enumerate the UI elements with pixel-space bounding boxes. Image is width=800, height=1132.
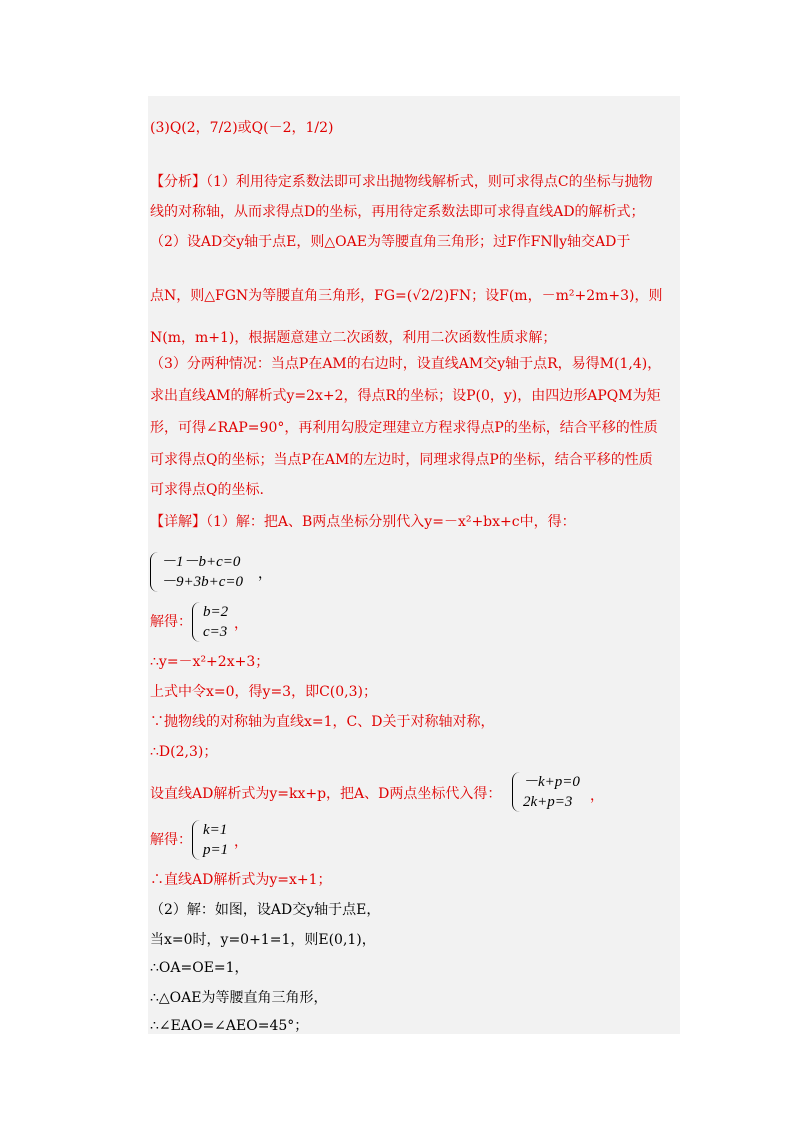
- system-2-row-1: b=2: [203, 604, 229, 620]
- system-1-trail: ，: [258, 566, 272, 582]
- solve-label-2: 解得：: [150, 832, 192, 848]
- part2-line-3: ∴OA=OE=1，: [150, 960, 249, 976]
- analysis-line-8: 形，可得∠RAP=90°，再利用勾股定理建立方程求得点P的坐标，结合平移的性质: [150, 420, 658, 436]
- analysis-line-2: 线的对称轴，从而求得点D的坐标，再用待定系数法即可求得直线AD的解析式；: [150, 204, 645, 220]
- system-3-row-1: －k+p=0: [523, 774, 580, 790]
- detail-line-6: 设直线AD解析式为y=kx+p，把A、D两点坐标代入得：: [150, 786, 502, 802]
- detail-line-3: 上式中令x=0，得y=3，即C(0,3)；: [150, 684, 377, 700]
- detail-line-1: 【详解】（1）解：把A、B两点坐标分别代入y=－x²+bx+c中，得：: [150, 514, 576, 530]
- system-4-row-2: p=1: [203, 842, 229, 858]
- analysis-line-3: （2）设AD交y轴于点E，则△OAE为等腰直角三角形；过F作FN∥y轴交AD于: [150, 234, 631, 250]
- detail-line-5: ∴D(2,3)；: [150, 744, 218, 760]
- part2-line-5: ∴∠EAO=∠AEO=45°；: [150, 1018, 309, 1034]
- analysis-line-4: 点N，则△FGN为等腰直角三角形，FG=(√2/2)FN；设F(m，－m²+2m+3)，则: [150, 288, 663, 304]
- detail-line-4: ∵抛物线的对称轴为直线x=1，C、D关于对称轴对称，: [150, 714, 495, 730]
- system-2-row-2: c=3: [203, 624, 228, 640]
- analysis-line-9: 可求得点Q的坐标；当点P在AM的左边时，同理求得点P的坐标，结合平移的性质: [150, 452, 653, 468]
- system-1-row-1: －1－b+c=0: [161, 554, 241, 570]
- solve-label-1: 解得：: [150, 614, 192, 630]
- equation-system-2: [192, 602, 228, 642]
- equation-system-4: [192, 820, 228, 860]
- equation-system-3: [512, 772, 580, 812]
- part2-line-1: （2）解：如图，设AD交y轴于点E，: [150, 902, 381, 918]
- system-4-row-1: k=1: [203, 822, 228, 838]
- analysis-line-1: 【分析】（1）利用待定系数法即可求出抛物线解析式，则可求得点C的坐标与抛物: [150, 174, 653, 190]
- equation-system-1: [150, 552, 243, 592]
- analysis-line-6: （3）分两种情况：当点P在AM的右边时，设直线AM交y轴于点R，易得M(1,4)，: [150, 356, 662, 372]
- system-1-row-2: －9+3b+c=0: [161, 574, 244, 590]
- analysis-line-7: 求出直线AM的解析式y=2x+2，得点R的坐标；设P(0，y)，由四边形APQM为矩: [150, 388, 661, 404]
- answer-line: (3)Q(2，7/2)或Q(－2，1/2): [150, 120, 334, 136]
- analysis-line-5: N(m，m+1)，根据题意建立二次函数，利用二次函数性质求解；: [150, 330, 557, 346]
- analysis-line-10: 可求得点Q的坐标.: [150, 482, 264, 498]
- system-2-trail: ，: [234, 616, 248, 632]
- part2-line-4: ∴△OAE为等腰直角三角形，: [150, 990, 328, 1006]
- system-3-row-2: 2k+p=3: [523, 794, 573, 810]
- detail-line-7: ∴直线AD解析式为y=x+1；: [150, 872, 332, 888]
- part2-line-2: 当x=0时，y=0+1=1，则E(0,1)，: [150, 932, 376, 948]
- system-4-trail: ，: [234, 834, 248, 850]
- system-3-trail: ，: [590, 788, 604, 804]
- detail-line-2: ∴y=－x²+2x+3；: [150, 654, 270, 670]
